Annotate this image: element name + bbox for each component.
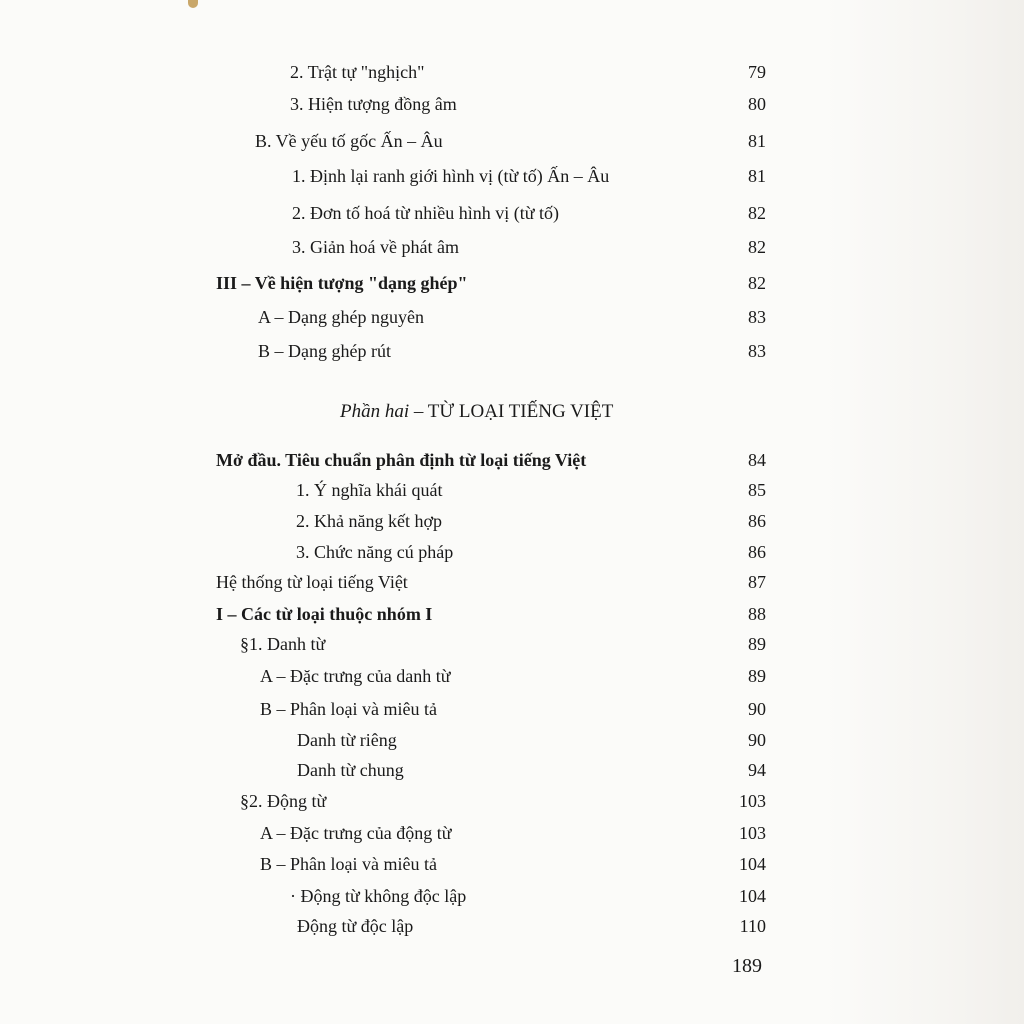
toc-entry xyxy=(0,787,1024,817)
toc-entry-title: B. Về yếu tố gốc Ấn – Âu xyxy=(255,131,443,151)
toc-entry-page: 90 xyxy=(748,699,766,719)
toc-entry xyxy=(0,446,1024,476)
toc-entry-page: 80 xyxy=(748,94,766,114)
toc-entry-page: 81 xyxy=(748,166,766,186)
corner-mark xyxy=(188,0,198,8)
toc-entry-title: 3. Giản hoá về phát âm xyxy=(292,237,459,257)
toc-entry xyxy=(0,630,1024,660)
toc-entry-title: · Động từ không độc lập xyxy=(290,886,467,906)
toc-entry-title: A – Đặc trưng của danh từ xyxy=(260,666,451,686)
toc-entry-title: B – Phân loại và miêu tả xyxy=(260,854,437,874)
page-number: 189 xyxy=(732,955,762,977)
toc-entry xyxy=(0,507,1024,537)
toc-entry-title: 2. Khả năng kết hợp xyxy=(296,511,442,531)
toc-entry xyxy=(0,756,1024,786)
toc-entry-title: Danh từ chung xyxy=(297,760,404,780)
toc-entry xyxy=(0,90,1024,120)
toc-entry xyxy=(0,568,1024,598)
toc-entry-page: 86 xyxy=(748,511,766,531)
toc-entry-page: 110 xyxy=(739,916,766,936)
toc-entry-page: 82 xyxy=(748,273,766,293)
toc-entry-page: 83 xyxy=(748,307,766,327)
toc-entry-title: 2. Đơn tố hoá từ nhiều hình vị (từ tố) xyxy=(292,203,560,223)
toc-entry xyxy=(0,882,1024,912)
toc-entry-page: 103 xyxy=(739,823,766,843)
part-heading-italic: Phần hai xyxy=(340,401,410,422)
toc-entry-title: 3. Chức năng cú pháp xyxy=(296,542,454,562)
toc-entry-title: Mở đầu. Tiêu chuẩn phân định từ loại tiếng Việt xyxy=(216,450,587,470)
toc-entry-page: 89 xyxy=(748,634,766,654)
toc-entry-title: A – Dạng ghép nguyên xyxy=(258,307,424,327)
toc-entry xyxy=(0,337,1024,367)
toc-entry xyxy=(0,538,1024,568)
toc-entry xyxy=(0,850,1024,880)
toc-entry-page: 85 xyxy=(748,480,766,500)
toc-entry xyxy=(0,199,1024,229)
toc-entry-title: §2. Động từ xyxy=(240,791,327,811)
toc-entry-page: 94 xyxy=(748,760,766,780)
toc-entry-title: III – Về hiện tượng "dạng ghép" xyxy=(216,273,468,293)
toc-entry-title: 3. Hiện tượng đồng âm xyxy=(290,94,457,114)
toc-entry-page: 104 xyxy=(739,854,766,874)
part-heading xyxy=(340,398,613,426)
toc-entry-page: 87 xyxy=(748,572,766,592)
toc-entry xyxy=(0,303,1024,333)
toc-entry-title: A – Đặc trưng của động từ xyxy=(260,823,452,843)
toc-entry-title: Động từ độc lập xyxy=(297,916,414,936)
toc-entry xyxy=(0,912,1024,942)
toc-entry-page: 89 xyxy=(748,666,766,686)
toc-entry xyxy=(0,58,1024,88)
toc-entry xyxy=(0,269,1024,299)
toc-entry-title: 2. Trật tự "nghịch" xyxy=(290,62,425,82)
toc-entry xyxy=(0,233,1024,263)
toc-entry-page: 82 xyxy=(748,237,766,257)
toc-entry-page: 90 xyxy=(748,730,766,750)
toc-entry xyxy=(0,476,1024,506)
toc-entry-page: 104 xyxy=(739,886,766,906)
toc-entry-page: 83 xyxy=(748,341,766,361)
toc-entry-page: 79 xyxy=(748,62,766,82)
toc-entry-title: B – Phân loại và miêu tả xyxy=(260,699,437,719)
toc-entry-title: Danh từ riêng xyxy=(297,730,397,750)
toc-entry xyxy=(0,695,1024,725)
toc-entry-page: 81 xyxy=(748,131,766,151)
toc-entry-title: B – Dạng ghép rút xyxy=(258,341,391,361)
toc-entry-title: 1. Định lại ranh giới hình vị (từ tố) Ấn – Âu xyxy=(292,166,610,186)
toc-entry xyxy=(0,662,1024,692)
toc-entry xyxy=(0,162,1024,192)
toc-entry xyxy=(0,819,1024,849)
toc-entry-title: Hệ thống từ loại tiếng Việt xyxy=(216,572,408,592)
toc-entry xyxy=(0,726,1024,756)
toc-entry xyxy=(0,600,1024,630)
toc-entry-title: 1. Ý nghĩa khái quát xyxy=(296,480,443,500)
toc-entry-title: §1. Danh từ xyxy=(240,634,326,654)
part-heading-title: – TỪ LOẠI TIẾNG VIỆT xyxy=(409,401,614,422)
toc-entry xyxy=(0,127,1024,157)
toc-entry-page: 103 xyxy=(739,791,766,811)
toc-entry-title: I – Các từ loại thuộc nhóm I xyxy=(216,604,433,624)
toc-entry-page: 86 xyxy=(748,542,766,562)
toc-entry-page: 82 xyxy=(748,203,766,223)
toc-entry-page: 88 xyxy=(748,604,766,624)
toc-entry-page: 84 xyxy=(748,450,766,470)
